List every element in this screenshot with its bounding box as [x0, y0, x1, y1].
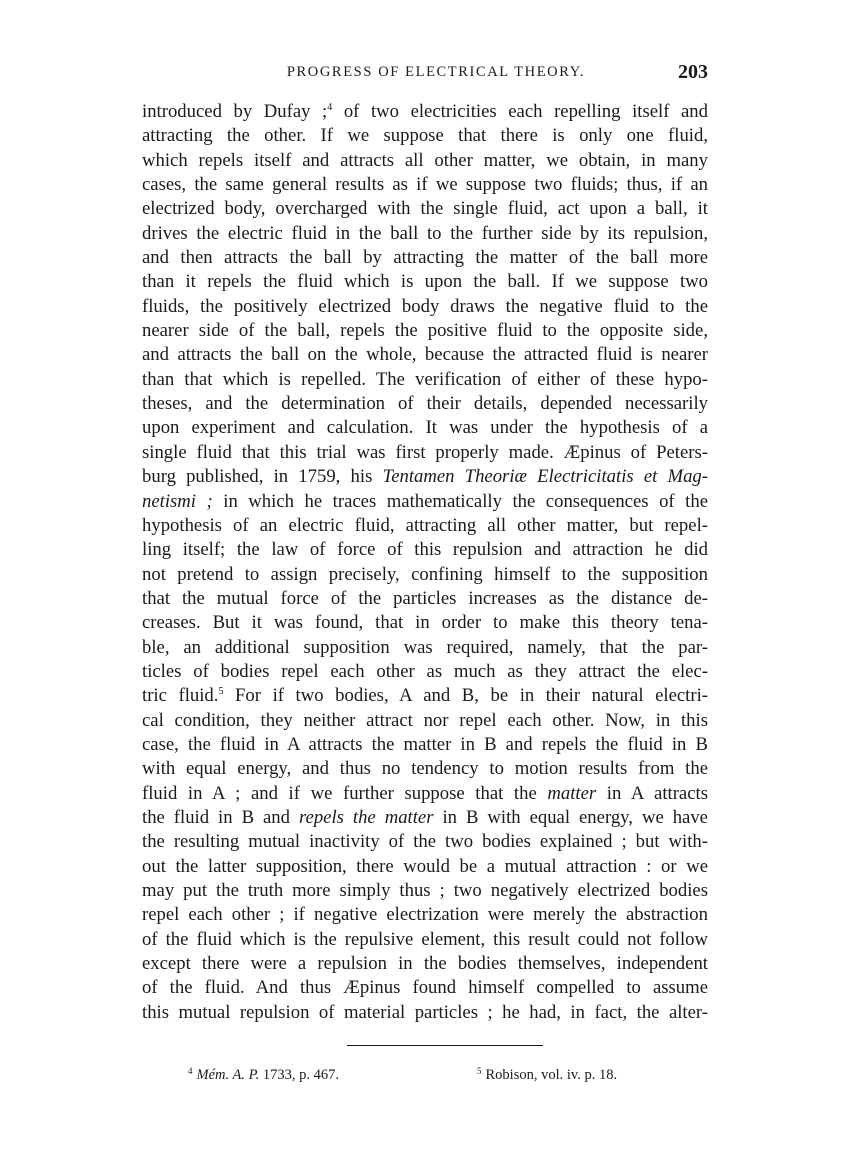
text-line: than it repels the fluid which is upon the ball. If we suppose two: [142, 271, 708, 293]
running-head: PROGRESS OF ELECTRICAL THEORY.: [286, 64, 586, 80]
text-line: which repels itself and attracts all other matter, we obtain, in many: [142, 149, 708, 171]
text-line: single fluid that this trial was first properly made. Æpinus of Peters-: [142, 441, 708, 463]
emphasis: matter: [547, 782, 597, 804]
footnote-reference: 5: [218, 686, 224, 698]
text-line: cal condition, they neither attract nor repel each other. Now, in this: [142, 709, 708, 731]
text-line: fluids, the positively electrized body draws the negative fluid to the: [142, 295, 708, 317]
text-line: may put the truth more simply thus ; two negatively electrized bodies: [142, 880, 708, 901]
text-line: and attracts the ball on the whole, because the attracted fluid is nearer: [142, 344, 708, 366]
footnote-reference: 4: [327, 102, 333, 113]
footnote-citation: 1733, p. 467.: [259, 1067, 339, 1083]
text-line: electrized body, overcharged with the single fluid, act upon a ball, it: [142, 198, 708, 220]
text-line: attracting the other. If we suppose that there is only one fluid,: [142, 125, 708, 147]
text-line: than that which is repelled. The verification of either of these hypo-: [142, 368, 708, 390]
footnote-5: [477, 1066, 617, 1084]
text-line: of the fluid which is the repulsive element, this result could not follow: [142, 928, 708, 950]
text-line: case, the fluid in A attracts the matter in B and repels the fluid in B: [142, 733, 708, 755]
text-line: theses, and the determination of their details, depended necessarily: [142, 393, 708, 415]
text-line: drives the electric fluid in the ball to the further side by its repulsion,: [142, 222, 708, 244]
text-line: that the mutual force of the particles increases as the distance de-: [142, 587, 708, 609]
footnote-mark: 5: [477, 1066, 482, 1076]
text-line: upon experiment and calculation. It was under the hypothesis of a: [142, 417, 708, 439]
text-line: ling itself; the law of force of this repulsion and attraction he did: [142, 539, 708, 561]
footnote-citation: Robison, vol. iv. p. 18.: [485, 1067, 618, 1083]
text-line: not pretend to assign precisely, confining himself to the supposition: [142, 563, 708, 585]
emphasis: repels the matter: [298, 806, 434, 828]
book-title: netismi ;: [142, 490, 213, 512]
footnote-divider: [347, 1045, 543, 1046]
text-line: tric fluid.$^5$ For if two bodies, A and B, be in their natural electri-: [142, 685, 708, 707]
text-line: out the latter supposition, there would be a mutual attraction : or we: [142, 855, 708, 877]
text-line: burg published, in 1759, his Tentamen Theoriæ Electricitatis et Mag-: [142, 466, 708, 488]
text-line: with equal energy, and thus no tendency to motion results from the: [142, 758, 708, 780]
text-line: ble, an additional supposition was required, namely, that the par-: [142, 636, 708, 658]
text-line: of the fluid. And thus Æpinus found himself compelled to assume: [142, 977, 708, 999]
body-text: [142, 100, 708, 1025]
text-line: ticles of bodies repel each other as much as they attract the elec-: [142, 660, 708, 682]
text-line: nearer side of the ball, repels the positive fluid to the opposite side,: [142, 320, 708, 342]
text-line: introduced by Dufay ;$^4$ of two electricities each repelling itself and: [142, 101, 708, 122]
text-line: cases, the same general results as if we suppose two fluids; thus, if an: [142, 174, 708, 196]
text-line: creases. But it was found, that in order to make this theory tena-: [142, 612, 708, 634]
footnote-4: [188, 1066, 339, 1084]
text-line: this mutual repulsion of material particles ; he had, in fact, the alter-: [142, 1001, 708, 1023]
text-line: the fluid in B and repels the matter in B with equal energy, we have: [142, 806, 708, 828]
page-header: [142, 62, 708, 86]
text-line: and then attracts the ball by attracting the matter of the ball more: [142, 247, 708, 269]
text-line: repel each other ; if negative electrization were merely the abstraction: [142, 904, 708, 926]
text-line: fluid in A ; and if we further suppose that the matter in A attracts: [142, 782, 708, 804]
page-number: 203: [678, 61, 708, 83]
book-title: Tentamen Theoriæ Electricitatis et Mag-: [382, 466, 708, 488]
text-line: the resulting mutual inactivity of the two bodies explained ; but with-: [142, 831, 708, 853]
text-line: hypothesis of an electric fluid, attracting all other matter, but repel-: [142, 514, 708, 536]
text-line: except there were a repulsion in the bodies themselves, independent: [142, 953, 708, 975]
text-line: netismi ; in which he traces mathematically the consequences of the: [142, 490, 708, 512]
footnotes: [142, 1066, 708, 1086]
footnote-source: Mém. A. P.: [196, 1067, 260, 1083]
footnote-mark: 4: [188, 1066, 193, 1076]
